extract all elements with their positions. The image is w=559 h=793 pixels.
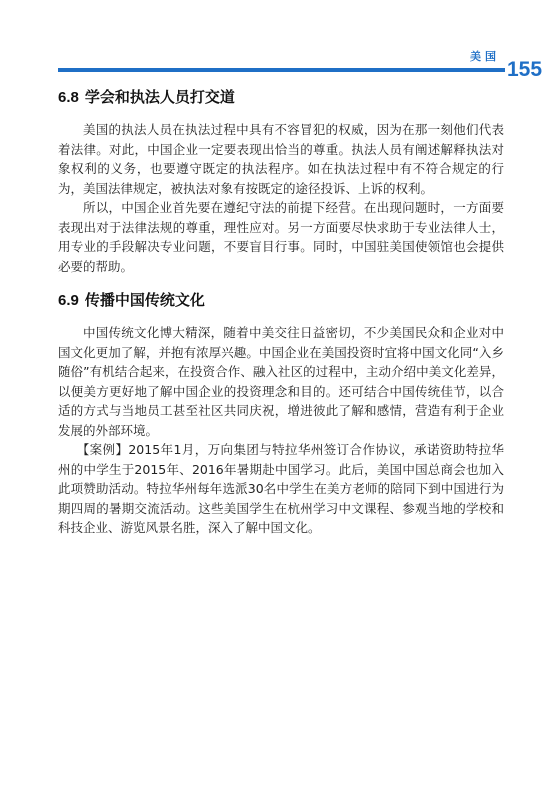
running-header-country: 美国: [470, 50, 500, 63]
section-heading: [58, 290, 504, 311]
section-body: [58, 323, 504, 538]
header-rule: [58, 68, 505, 72]
case-paragraph: 【案例】2015年1月，万向集团与特拉华州签订合作协议，承诺资助特拉华州的中学生于2015年、2016年暑期赴中国学习。此后，美国中国总商会也加入此项赞助活动。特拉华州每年选派30名中学生在美方老师的陪同下到中国进行为期四周的暑期交流活动。这些美国学生在杭州学习中文课程、参观当地的学校和科技企业、游览风景名胜，深入了解中国文化。: [58, 442, 504, 535]
paragraph: 所以，中国企业首先要在遵纪守法的前提下经营。在出现问题时，一方面要表现出对于法律法规的尊重，理性应对。另一方面要尽快求助于专业法律人士，用专业的手段解决专业问题，不要盲目行事。同时，中国驻美国使领馆也会提供必要的帮助。: [58, 200, 504, 274]
section-number: 6.8: [58, 89, 79, 106]
page-number: 155: [507, 58, 543, 81]
section-heading: [58, 87, 504, 108]
section-body: [58, 120, 504, 276]
section-title: 学会和执法人员打交道: [84, 88, 235, 106]
paragraph: 中国传统文化博大精深，随着中美交往日益密切，不少美国民众和企业对中国文化更加了解，并抱有浓厚兴趣。中国企业在美国投资时宜将中国文化同“入乡随俗”有机结合起来，在投资合作、融入社区的过程中，主动介绍中美文化差异，以便美方更好地了解中国企业的投资理念和目的。还可结合中国传统佳节，以合适的方式与当地员工甚至社区共同庆祝，增进彼此了解和感情，营造有利于企业发展的外部环境。: [58, 325, 504, 438]
section-title: 传播中国传统文化: [84, 291, 205, 309]
paragraph: 美国的执法人员在执法过程中具有不容冒犯的权威，因为在那一刻他们代表着法律。对此，中国企业一定要表现出恰当的尊重。执法人员有阐述解释执法对象权利的义务，也要遵守既定的执法程序。如在执法过程中有不符合规定的行为，美国法律规定，被执法对象有按既定的途径投诉、上诉的权利。: [58, 122, 504, 196]
page-content: [58, 87, 504, 538]
page-header: [0, 0, 559, 90]
section-number: 6.9: [58, 292, 79, 309]
